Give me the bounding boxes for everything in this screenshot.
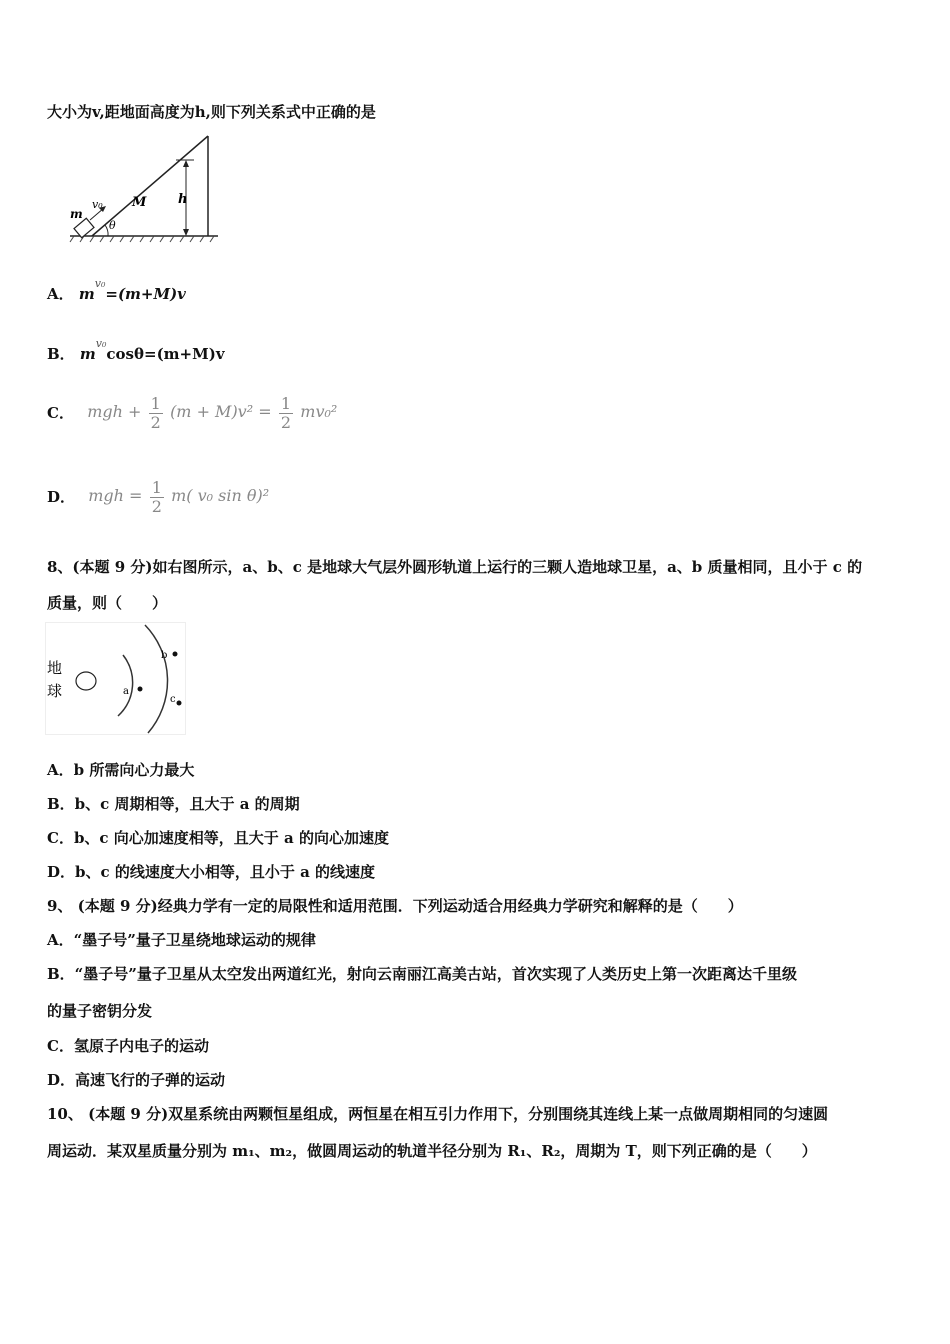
q7-option-c: C． mgh + $\frac{1}{2}$ (m + M)v² = $\frac{1}{2}$ mv₀² (47, 393, 338, 432)
q9-stem: 9、 (本题 9 分)经典力学有一定的局限性和适用范围．下列运动适合用经典力学研究和解释的是（ ） (47, 897, 743, 915)
label-b: b (161, 650, 168, 661)
q9-option-a: A．“墨子号”量子卫星绕地球运动的规律 (47, 931, 316, 949)
satellite-b (173, 652, 178, 657)
satellite-c (177, 701, 182, 706)
q7-option-d: D． mgh = $\frac{1}{2}$ m( v₀ sin θ)² (47, 477, 270, 516)
q7-option-b: B． $m^{v_0}\cos\theta=(m+M)v$ (47, 337, 225, 363)
label-theta: θ (109, 219, 116, 232)
option-letter: C． (47, 404, 74, 422)
q8-option-d: D．b、c 的线速度大小相等，且小于 a 的线速度 (47, 863, 376, 881)
q8-stem-line2: 质量，则（ ） (47, 594, 168, 612)
q8-stem-line1: 8、(本题 9 分)如右图所示，a、b、c 是地球大气层外圆形轨道上运行的三颗人造地球卫星，a、b 质量相同，且小于 c 的 (47, 558, 863, 576)
label-m: m (70, 207, 83, 221)
label-v0: v₀ (92, 198, 103, 211)
earth-label-2: 球 (47, 682, 63, 700)
q9-option-b-line1: B．“墨子号”量子卫星从太空发出两道红光，射向云南丽江高美古站，首次实现了人类历史上第一次距离达千里级 (47, 965, 797, 983)
incline-figure (62, 130, 222, 245)
label-h: h (178, 192, 188, 207)
q10-stem-line2: 周运动．某双星质量分别为 m₁、m₂，做圆周运动的轨道半径分别为 R₁、R₂，周期为 T，则下列正确的是（ ） (47, 1142, 817, 1160)
q8-option-a: A．b 所需向心力最大 (47, 761, 195, 779)
label-c: c (170, 694, 176, 705)
option-letter: B． (47, 345, 75, 363)
q9-option-d: D．高速飞行的子弹的运动 (47, 1071, 226, 1089)
orbit-figure (45, 622, 187, 736)
q8-option-b: B．b、c 周期相等，且大于 a 的周期 (47, 795, 300, 813)
block-m (74, 218, 94, 237)
satellite-a (138, 687, 143, 692)
q10-stem-line1: 10、 (本题 9 分)双星系统由两颗恒星组成，两恒星在相互引力作用下，分别围绕其连线上某一点做周期相同的匀速圆 (47, 1105, 829, 1123)
q9-option-b-line2: 的量子密钥分发 (47, 1002, 153, 1020)
option-letter: A． (47, 285, 74, 303)
label-M: M (132, 195, 147, 210)
q9-option-c: C．氢原子内电子的运动 (47, 1037, 209, 1055)
option-letter: D． (47, 488, 76, 506)
label-a: a (123, 686, 129, 697)
earth-label-1: 地 (47, 659, 63, 677)
q8-option-c: C．b、c 向心加速度相等，且大于 a 的向心加速度 (47, 829, 389, 847)
intro-line: 大小为v,距地面高度为h,则下列关系式中正确的是 (47, 103, 376, 121)
q7-option-a: A． $m^{v_0}=(m+M)v$ (47, 277, 186, 303)
